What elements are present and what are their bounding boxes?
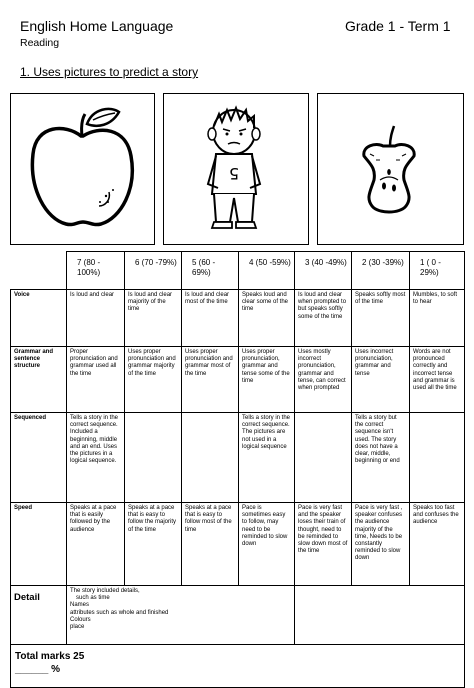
- rubric-cell: Speaks too fast and confuses the audience: [410, 503, 465, 586]
- rubric-cell: Speaks loud and clear some of the time: [239, 290, 295, 347]
- rubric-cell: Is loud and clear most of the time: [182, 290, 239, 347]
- detail-line: attributes such as whole and finished: [70, 609, 169, 616]
- rubric-row-voice: [11, 290, 465, 347]
- rubric-cell: Pace is sometimes easy to follow, may need to be reminded to slow down: [239, 503, 295, 586]
- rubric-cell: Tells a story in the correct sequence. Included a beginning, middle and an end. Uses the pictures in a logical sequence.: [67, 413, 125, 503]
- rubric-cell: Mumbles, to soft to hear: [410, 290, 465, 347]
- criterion-label: Sequenced: [11, 413, 67, 503]
- rubric-cell: [182, 413, 239, 503]
- rubric-cell: Uses incorrect pronunciation, grammar and tense: [352, 347, 410, 413]
- level-header: 6 (70 -79%): [125, 252, 182, 290]
- task-heading: 1. Uses pictures to predict a story: [20, 65, 199, 79]
- svg-text:5: 5: [228, 164, 240, 183]
- rubric-cell: Uses proper pronunciation, grammar and tense some of the time: [239, 347, 295, 413]
- rubric-cell: Speaks at a pace that is easy to follow most of the time: [182, 503, 239, 586]
- detail-description: [67, 586, 295, 645]
- detail-line: Colours: [70, 616, 91, 623]
- rubric-cell: Uses proper pronunciation and grammar majority of the time: [125, 347, 182, 413]
- rubric-cell: Proper pronunciation and grammar used all the time: [67, 347, 125, 413]
- grade-term: Grade 1 - Term 1: [345, 18, 451, 34]
- boy-eating-icon: [164, 94, 308, 244]
- rubric-row-sequenced: [11, 413, 465, 503]
- rubric-row-grammar: [11, 347, 465, 413]
- level-header: 7 (80 - 100%): [67, 252, 125, 290]
- picture-frame-boy: [163, 93, 309, 245]
- level-header: 5 (60 - 69%): [182, 252, 239, 290]
- detail-score-cell: [295, 586, 465, 645]
- criterion-label: Speed: [11, 503, 67, 586]
- rubric-cell: Is loud and clear majority of the time: [125, 290, 182, 347]
- rubric-header-row: [11, 252, 465, 290]
- rubric-corner: [11, 252, 67, 290]
- rubric-cell: Is loud and clear when prompted to but speaks softly some of the time: [295, 290, 352, 347]
- detail-line: place: [70, 624, 85, 631]
- rubric-table: [10, 251, 465, 688]
- rubric-cell: Tells a story in the correct sequence. The pictures are not used in a logical sequence: [239, 413, 295, 503]
- rubric-row-speed: [11, 503, 465, 586]
- rubric-row-total: [11, 645, 465, 688]
- apple-core-icon: [318, 94, 463, 244]
- rubric-cell: [410, 413, 465, 503]
- detail-line: Names: [70, 602, 90, 609]
- level-header: 1 ( 0 - 29%): [410, 252, 465, 290]
- rubric-cell: Speaks at a pace that is easily followed by the audience: [67, 503, 125, 586]
- detail-label: Detail: [11, 586, 67, 645]
- picture-frame-apple-core: [317, 93, 464, 245]
- total-marks-cell: [11, 645, 465, 688]
- rubric-cell: [295, 413, 352, 503]
- level-header: 4 (50 -59%): [239, 252, 295, 290]
- rubric-cell: Speaks softly most of the time: [352, 290, 410, 347]
- detail-line: The story included details,: [70, 588, 140, 594]
- level-header: 2 (30 -39%): [352, 252, 410, 290]
- rubric-row-detail: [11, 586, 465, 645]
- rubric-cell: Words are not pronounced correctly and incorrect tense and grammar is used all the time: [410, 347, 465, 413]
- total-marks-blank: ______ %: [15, 664, 61, 675]
- rubric-cell: Uses proper pronunciation and grammar most of the time: [182, 347, 239, 413]
- total-marks-label: Total marks 25: [15, 651, 85, 662]
- rubric-cell: Pace is very fast and the speaker loses their train of thought, need to be reminded to slow down most of the time: [295, 503, 352, 586]
- level-header: 3 (40 -49%): [295, 252, 352, 290]
- rubric-cell: Is loud and clear: [67, 290, 125, 347]
- document-subtitle: Reading: [20, 37, 60, 49]
- detail-line: such as time: [76, 595, 110, 602]
- picture-frame-apple: [10, 93, 155, 245]
- criterion-label: Voice: [11, 290, 67, 347]
- rubric-cell: Pace is very fast , speaker confuses the audience majority of the time, Needs to be constantly reminded to slow down: [352, 503, 410, 586]
- document-title: English Home Language: [20, 18, 174, 34]
- rubric-cell: [125, 413, 182, 503]
- rubric-cell: Tells a story but the correct sequence isn't used. The story does not have a clear, middle, beginning or end: [352, 413, 410, 503]
- rubric-cell: Speaks at a pace that is easy to follow the majority of the time: [125, 503, 182, 586]
- apple-icon: [11, 94, 154, 244]
- rubric-cell: Uses mostly incorrect pronunciation, grammar and tense, can correct when prompted: [295, 347, 352, 413]
- criterion-label: Grammar and sentence structure: [11, 347, 67, 413]
